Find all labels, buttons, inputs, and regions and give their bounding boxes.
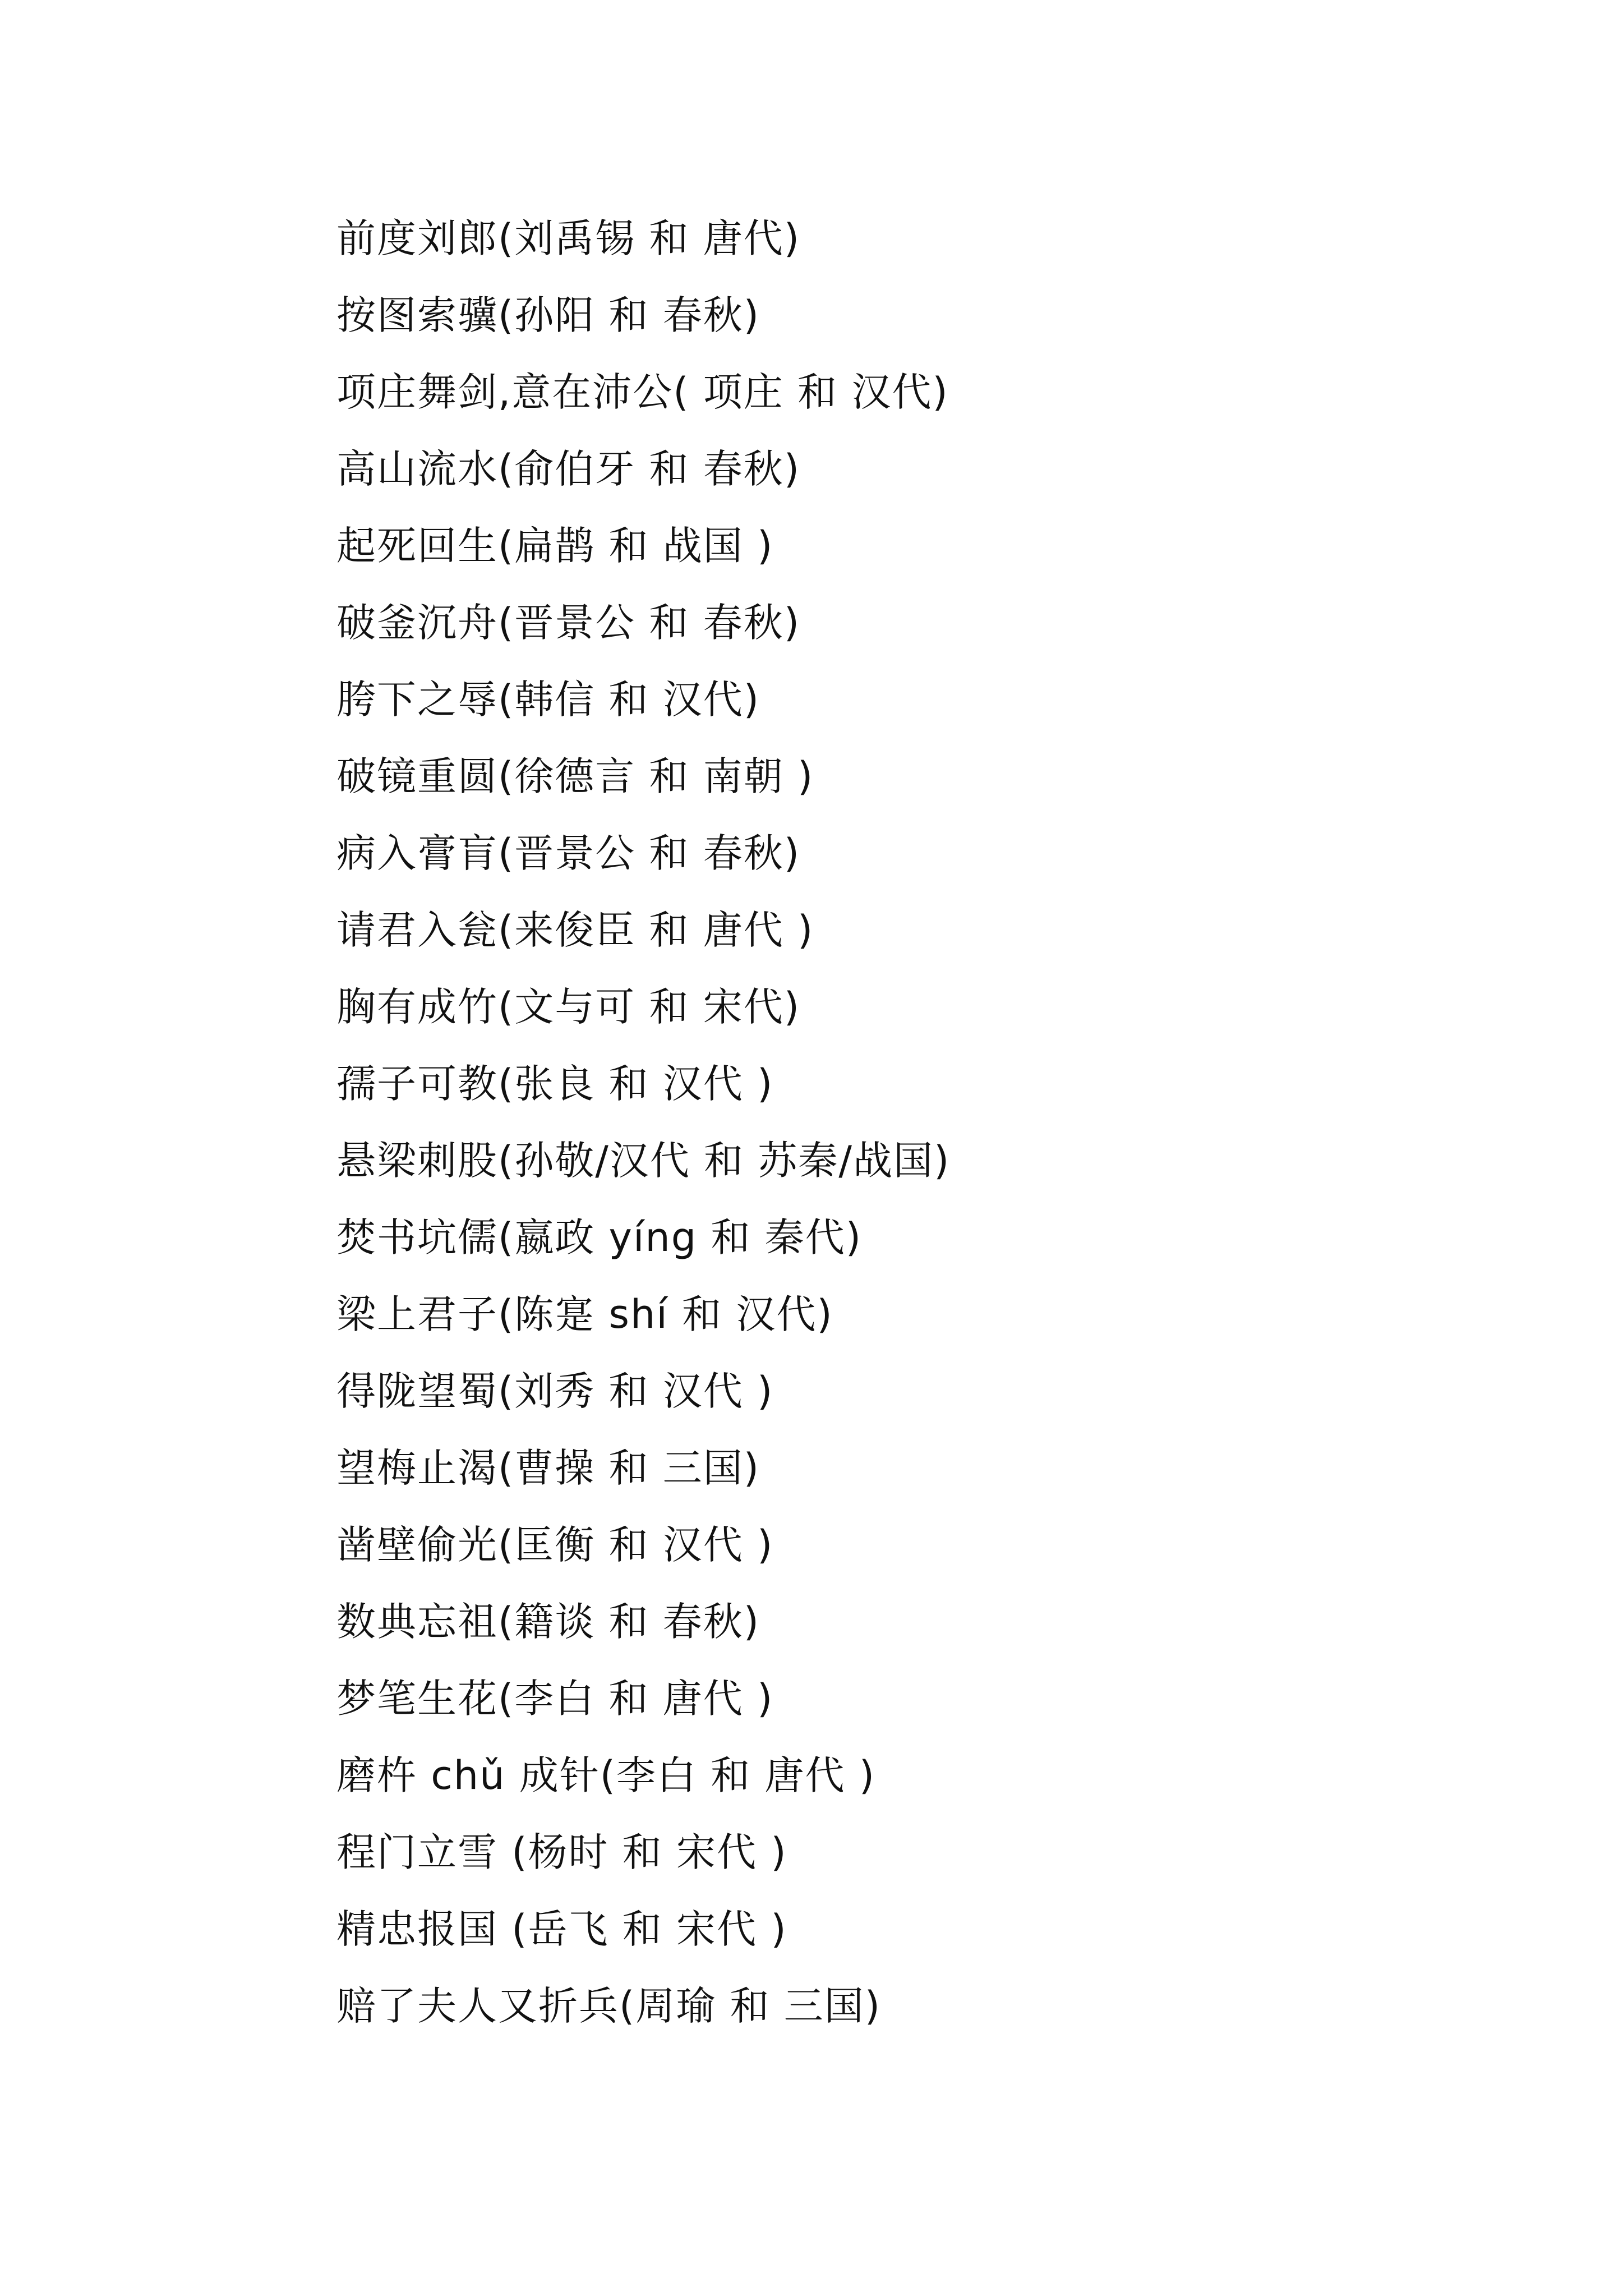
idiom-line: 前度刘郎(刘禹锡 和 唐代) (336, 215, 801, 261)
idiom-line: 梁上君子(陈寔 shí 和 汉代) (336, 1291, 833, 1337)
idiom-line: 按图索骥(孙阳 和 春秋) (336, 292, 760, 338)
idiom-line: 请君入瓮(来俊臣 和 唐代 ) (336, 907, 814, 953)
idiom-line: 焚书坑儒(嬴政 yíng 和 秦代) (336, 1214, 863, 1260)
idiom-line: 破镜重圆(徐德言 和 南朝 ) (336, 753, 814, 799)
idiom-line: 望梅止渴(曹操 和 三国) (336, 1445, 760, 1491)
idiom-line: 数典忘祖(籍谈 和 春秋) (336, 1599, 760, 1645)
idiom-line: 起死回生(扁鹊 和 战国 ) (336, 523, 774, 569)
idiom-list (336, 213, 1514, 2058)
idiom-line: 得陇望蜀(刘秀 和 汉代 ) (336, 1368, 774, 1414)
idiom-line: 破釜沉舟(晋景公 和 春秋) (336, 600, 801, 646)
idiom-line: 赔了夫人又折兵(周瑜 和 三国) (336, 1983, 882, 2029)
idiom-line: 梦笔生花(李白 和 唐代 ) (336, 1676, 774, 1722)
idiom-line: 悬梁刺股(孙敬/汉代 和 苏秦/战国) (336, 1138, 951, 1184)
idiom-line: 病入膏肓(晋景公 和 春秋) (336, 830, 801, 876)
idiom-line: 磨杵 chǔ 成针(李白 和 唐代 ) (336, 1752, 876, 1798)
idiom-line: 胯下之辱(韩信 和 汉代) (336, 677, 760, 723)
idiom-line: 程门立雪 (杨时 和 宋代 ) (336, 1829, 787, 1875)
idiom-line: 项庄舞剑,意在沛公( 项庄 和 汉代) (336, 369, 949, 415)
idiom-line: 精忠报国 (岳飞 和 宋代 ) (336, 1906, 787, 1952)
idiom-line: 凿壁偷光(匡衡 和 汉代 ) (336, 1522, 774, 1568)
idiom-line: 胸有成竹(文与可 和 宋代) (336, 984, 801, 1030)
idiom-line: 孺子可教(张良 和 汉代 ) (336, 1061, 774, 1107)
idiom-line: 高山流水(俞伯牙 和 春秋) (336, 446, 801, 492)
